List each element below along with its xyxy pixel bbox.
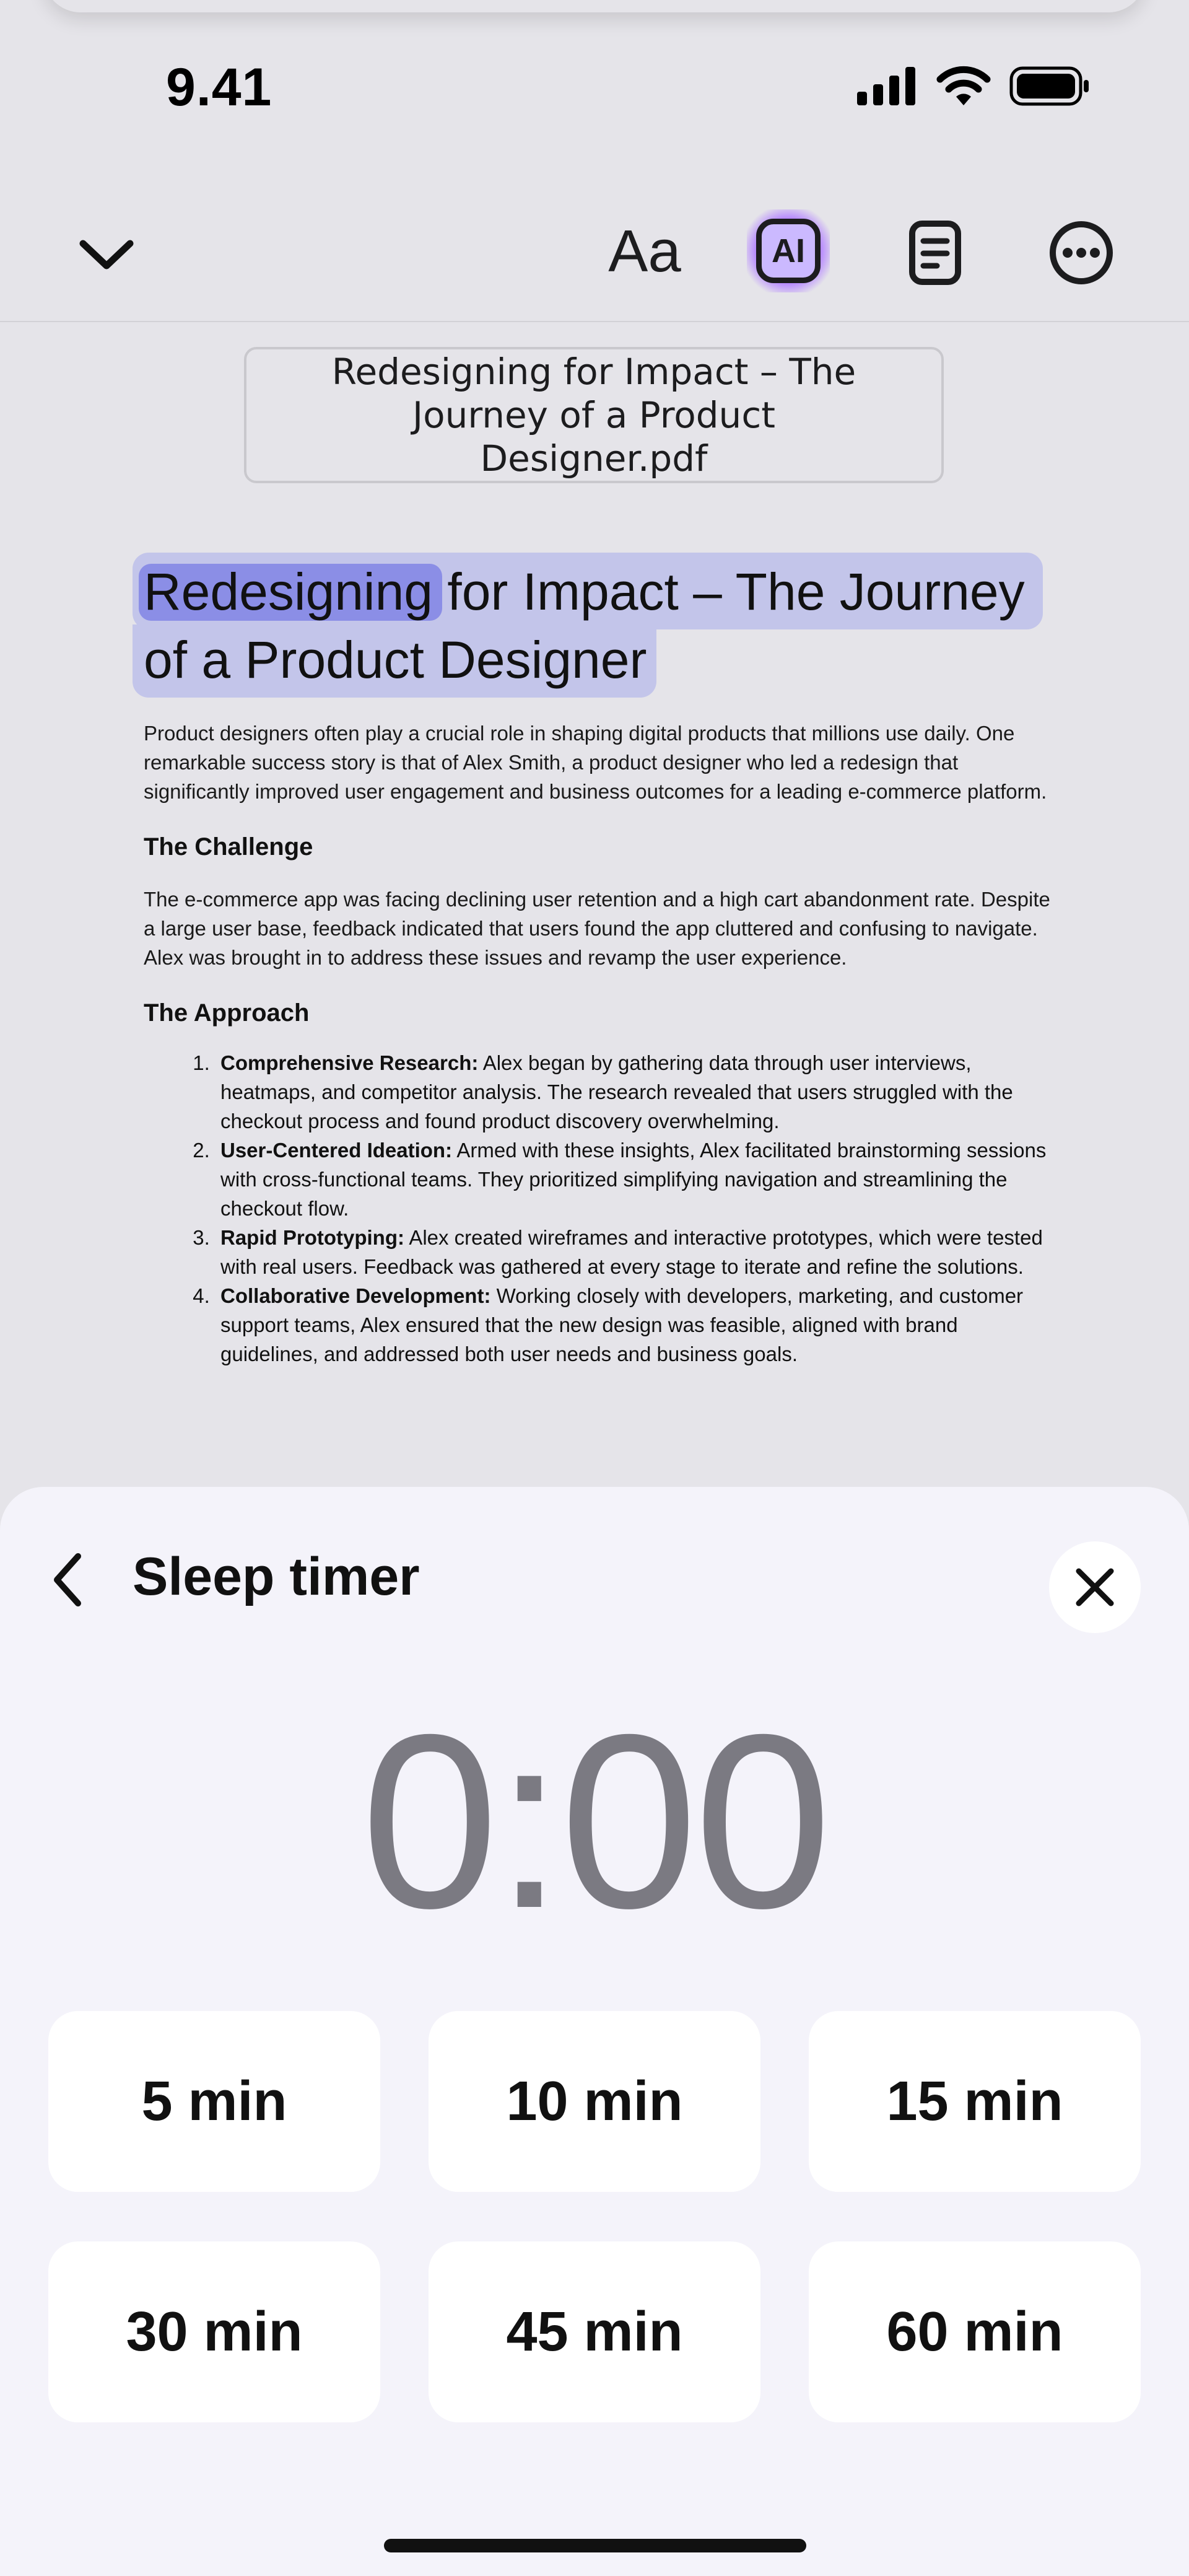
dynamic-island-shadow	[43, 0, 1146, 12]
timer-display: 0:00	[360, 1683, 829, 1960]
section-heading: The Approach	[144, 999, 310, 1027]
sleep-timer-sheet	[0, 1487, 1189, 2576]
wifi-icon	[935, 66, 992, 107]
file-name-label: Redesigning for Impact – The Journey of a Product Designer.pdf	[331, 351, 856, 480]
timer-option-5-min[interactable]: 5 min	[48, 2011, 380, 2192]
sheet-title: Sleep timer	[133, 1547, 420, 1606]
list-item-lead: User-Centered Ideation:	[220, 1139, 453, 1162]
document-icon	[908, 220, 962, 286]
home-indicator[interactable]	[384, 2539, 806, 2552]
timer-option-60-min[interactable]: 60 min	[809, 2241, 1141, 2422]
signal-icon	[856, 67, 918, 105]
back-button[interactable]	[43, 1549, 93, 1611]
timer-option-30-min[interactable]: 30 min	[48, 2241, 380, 2422]
list-item	[216, 1136, 1060, 1223]
close-icon	[1075, 1567, 1115, 1607]
timer-option-10-min[interactable]: 10 min	[429, 2011, 760, 2192]
ai-icon: AI	[756, 219, 821, 283]
list-item-text: Working closely with developers, marketing, and customer support teams, Alex ensured that the new design was feasible, aligned with brand guidelines, and addressed both user needs and business goals.	[220, 1284, 1024, 1365]
status-time: 9.41	[166, 58, 272, 117]
toolbar-divider	[0, 321, 1189, 322]
more-options-button[interactable]	[1043, 214, 1120, 291]
document-outline-button[interactable]	[898, 216, 972, 290]
list-item	[216, 1223, 1060, 1281]
collapse-button[interactable]	[69, 221, 144, 289]
reader-toolbar	[0, 186, 1189, 322]
document-content	[144, 545, 1060, 1369]
list-item-lead: Comprehensive Research:	[220, 1051, 479, 1074]
intro-paragraph: Product designers often play a crucial role in shaping digital products that millions use daily. One remarkable success story is that of Alex Smith, a product designer who led a redesign that significantly improved user engagement and business outcomes for a leading e-commerce platform.	[144, 722, 1047, 803]
list-item-lead: Collaborative Development:	[220, 1284, 491, 1307]
text-format-button[interactable]: Aa	[608, 218, 681, 284]
more-icon	[1047, 219, 1115, 287]
list-item-text: Alex created wireframes and interactive prototypes, which were tested with real users. Feedback was gathered at every stage to iterate and refine the solutions.	[220, 1226, 1043, 1278]
approach-list	[144, 1048, 1060, 1369]
chevron-down-icon	[77, 236, 136, 273]
section-heading: The Challenge	[144, 833, 313, 861]
list-item	[216, 1048, 1060, 1136]
timer-option-45-min[interactable]: 45 min	[429, 2241, 760, 2422]
list-item-text: Alex began by gathering data through user interviews, heatmaps, and competitor analysis. The research revealed that users struggled with the checkout process and found product discovery overwhelming.	[220, 1051, 1013, 1132]
status-icons	[856, 66, 1090, 107]
timer-option-15-min[interactable]: 15 min	[809, 2011, 1141, 2192]
title-rest: for Impact – The Journey of a Product Designer	[144, 563, 1025, 689]
document-title[interactable]	[144, 558, 1060, 694]
status-bar	[0, 0, 1189, 161]
timer-options	[48, 2011, 1141, 2422]
ai-button[interactable]	[747, 209, 830, 292]
list-item-text: Armed with these insights, Alex facilitated brainstorming sessions with cross-functional teams. They prioritized simplifying navigation and streamlining the checkout flow.	[220, 1139, 1047, 1220]
section-paragraph: The e-commerce app was facing declining user retention and a high cart abandonment rate. Despite a large user base, feedback indicated that users found the app cluttered and confusing to navigate. Alex was brought in to address these issues and revamp the user experience.	[144, 888, 1050, 969]
title-current-word: Redesigning	[144, 563, 433, 621]
file-name-chip[interactable]	[244, 347, 944, 483]
list-item-lead: Rapid Prototyping:	[220, 1226, 404, 1249]
back-chevron-icon	[50, 1551, 87, 1608]
battery-icon	[1009, 66, 1090, 106]
list-item	[216, 1281, 1060, 1369]
close-button[interactable]	[1049, 1541, 1141, 1633]
